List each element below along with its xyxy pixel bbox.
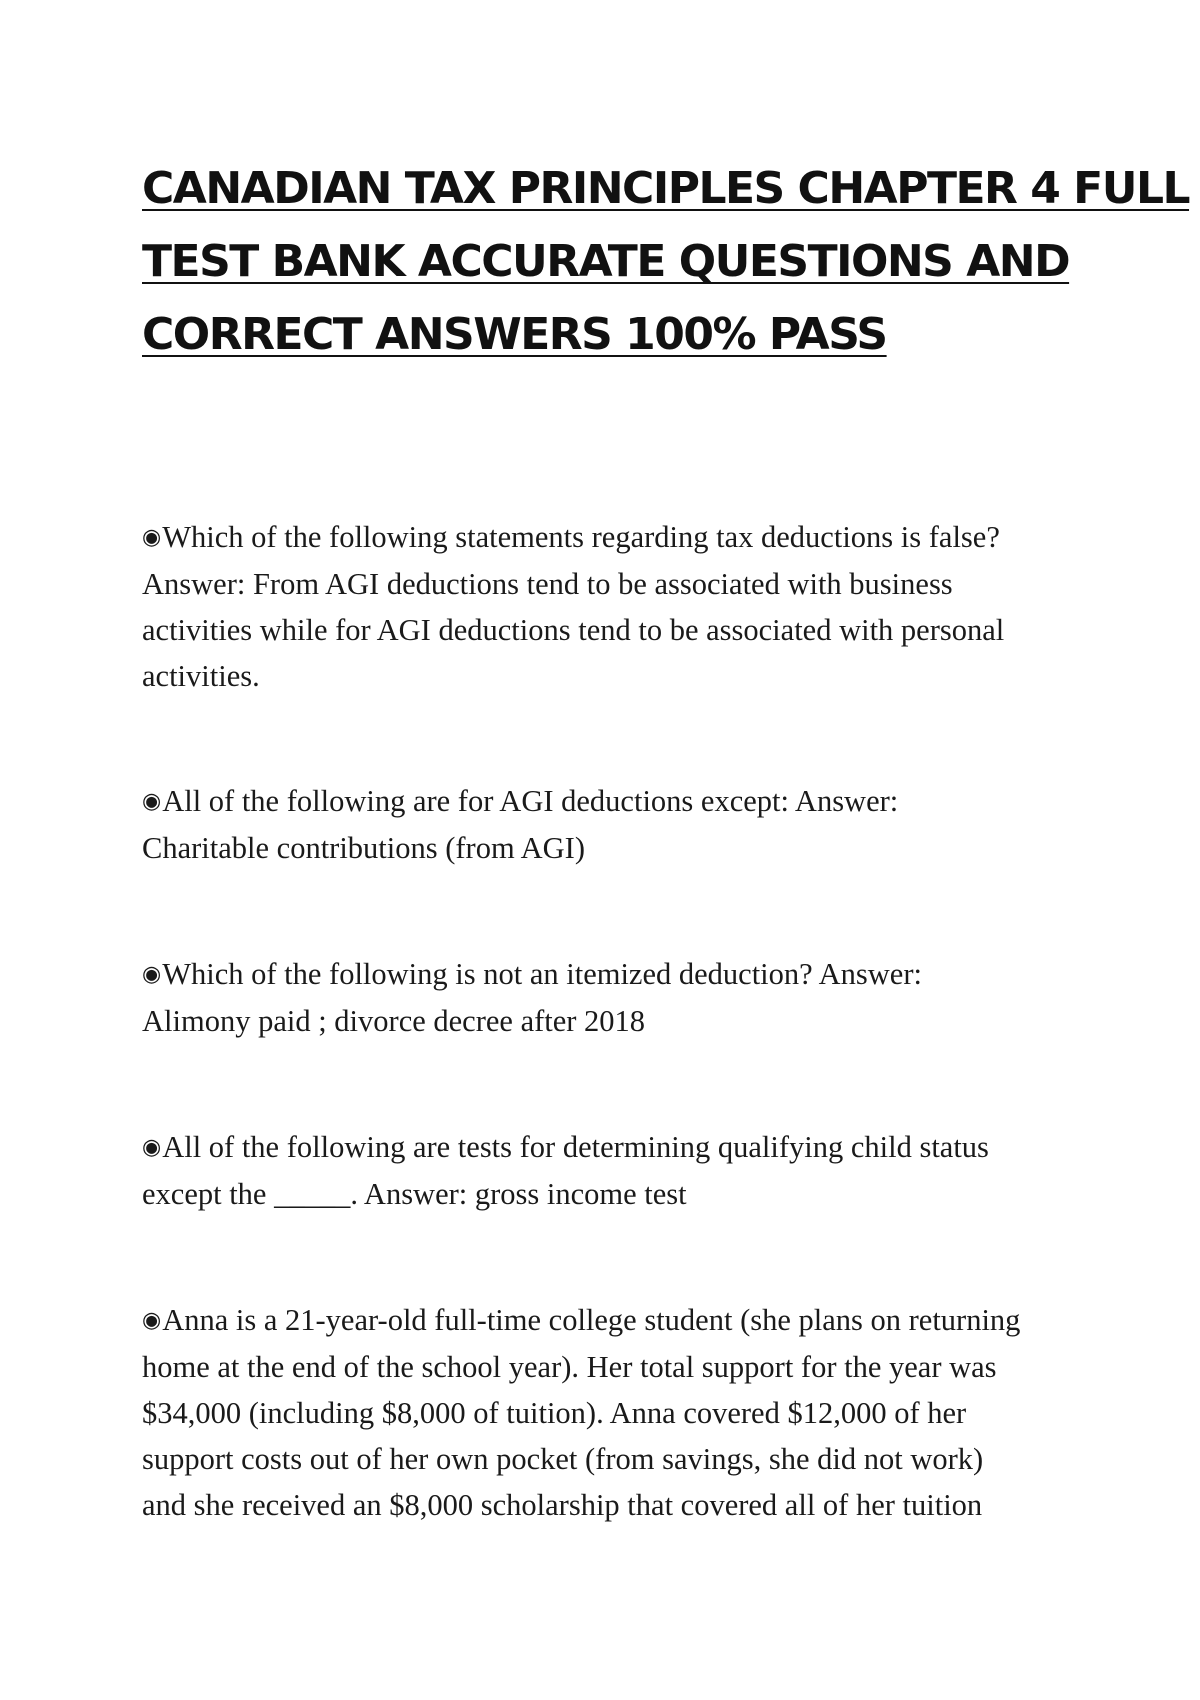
question-answer-item — [142, 951, 1082, 1044]
question-text: $34,000 (including $8,000 of tuition). Anna covered $12,000 of her — [142, 1396, 967, 1430]
answer-text: activities. — [142, 659, 260, 693]
bullet-icon: ◉ — [142, 1308, 162, 1333]
question-text: Which of the following statements regarding tax deductions is false? — [162, 520, 1000, 554]
bullet-icon: ◉ — [142, 525, 162, 550]
text-line — [142, 1297, 1082, 1344]
text-line — [142, 951, 1082, 998]
question-text: and she received an $8,000 scholarship that covered all of her tuition — [142, 1488, 983, 1522]
question-text: support costs out of her own pocket (from savings, she did not work) — [142, 1442, 984, 1476]
title-line: CANADIAN TAX PRINCIPLES CHAPTER 4 FULL — [142, 163, 1190, 214]
answer-text: Charitable contributions (from AGI) — [142, 831, 585, 865]
title-line: TEST BANK ACCURATE QUESTIONS AND — [142, 236, 1070, 287]
document-title — [142, 152, 1190, 371]
answer-text: except the _____. Answer: gross income test — [142, 1177, 687, 1211]
question-answer-item — [142, 778, 1082, 871]
bullet-icon: ◉ — [142, 962, 162, 987]
answer-text: Answer: From AGI deductions tend to be associated with business — [142, 567, 953, 601]
question-answer-item — [142, 1297, 1082, 1528]
title-line: CORRECT ANSWERS 100% PASS — [142, 309, 887, 360]
question-text: Anna is a 21-year-old full-time college student (she plans on returning — [162, 1303, 1021, 1337]
question-text: Which of the following is not an itemized deduction? Answer: — [162, 957, 922, 991]
question-text: All of the following are for AGI deductions except: Answer: — [162, 784, 899, 818]
bullet-icon: ◉ — [142, 789, 162, 814]
question-text: All of the following are tests for determining qualifying child status — [162, 1130, 989, 1164]
question-text: home at the end of the school year). Her total support for the year was — [142, 1350, 997, 1384]
answer-text: activities while for AGI deductions tend to be associated with personal — [142, 613, 1005, 647]
question-answer-item — [142, 1124, 1082, 1217]
text-line — [142, 778, 1082, 825]
answer-text: Alimony paid ; divorce decree after 2018 — [142, 1004, 646, 1038]
bullet-icon: ◉ — [142, 1135, 162, 1160]
text-line — [142, 514, 1082, 561]
question-answer-item — [142, 514, 1082, 699]
text-line — [142, 1124, 1082, 1171]
